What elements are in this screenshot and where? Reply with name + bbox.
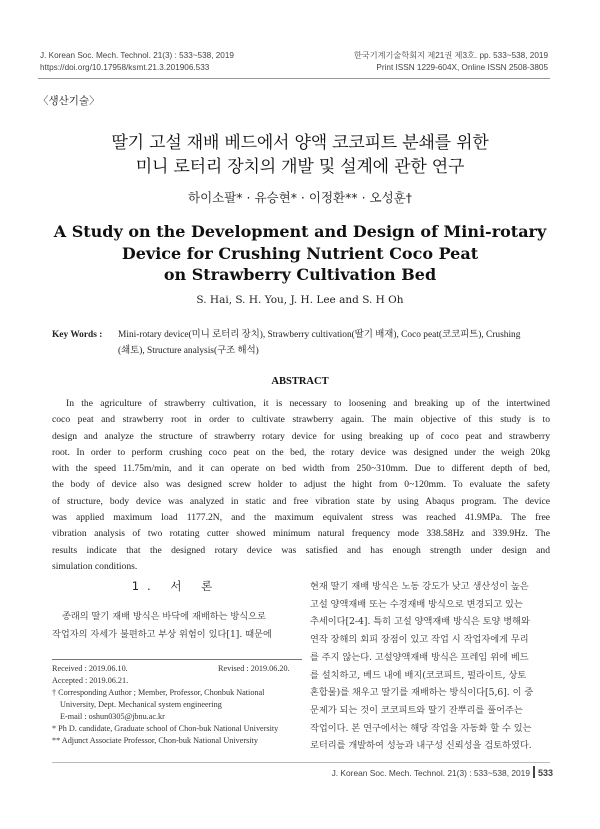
abstract-body	[52, 396, 550, 575]
page-number: 533	[538, 768, 554, 778]
abstract-line: design and analyze the structure of strawberry rotary device for using breaking up of coco peat and strawberry	[52, 430, 550, 442]
abstract-line: vibration analysis of two rotating cutter showed minimum natural frequency mode 338.58Hz and 339.9Hz. The	[52, 528, 550, 540]
footer-citation: J. Korean Soc. Mech. Technol. 21(3) : 533~538, 2019	[331, 768, 530, 778]
intro-line: 종래의 딸기 재배 방식은 바닥에 재배하는 방식으로	[62, 611, 266, 622]
footnote-author-double-star: ** Adjunct Associate Professor, Chon-buk National University	[52, 736, 258, 745]
intro-line: 고설 양액재배 또는 수경재배 방식으로 변경되고 있는	[310, 598, 523, 610]
intro-right-column	[310, 578, 560, 755]
keywords-label: Key Words :	[52, 330, 103, 340]
title-korean-line2: 미니 로터리 장치의 개발 및 설계에 관한 연구	[135, 157, 465, 177]
abstract-line: with the speed 11.75m/min, and it can operate on bed width from 250~310mm. Due to different depth of bed,	[52, 463, 550, 475]
abstract-line: the body of device also was designed screw holder to adjust the hight from 0~120mm. To evaluate the safety	[52, 479, 550, 491]
intro-line: 를 주지 않는다. 고설양액재배 방식은 프레임 위에 베드	[310, 651, 529, 663]
footnote-author-star: * Ph D. candidate, Graduate school of Chon-buk National University	[52, 724, 279, 733]
footnote-rule	[52, 659, 302, 660]
abstract-line: was applied maximum load 1177.2N, and the maximum equivalent stress was reached 41.9MPa. The free	[52, 512, 550, 524]
title-english-line3: on Strawberry Cultivation Bed	[163, 265, 437, 284]
doi-link[interactable]: https://doi.org/10.17958/ksmt.21.3.201906.533	[40, 63, 210, 72]
intro-line: 문제가 되는 것이 코코피트와 딸기 잔뿌리를 풀어주는	[310, 704, 523, 716]
intro-line: 혼합물)를 채우고 딸기를 재배하는 방식이다[5,6]. 이 중	[310, 687, 534, 699]
footer-separator	[533, 766, 535, 778]
header-rule	[38, 78, 550, 79]
authors-english: S. Hai, S. H. You, J. H. Lee and S. H Oh	[196, 294, 404, 306]
footnote-revised: Revised : 2019.06.20.	[218, 664, 290, 673]
intro-line: 현재 딸기 재배 방식은 노동 강도가 낮고 생산성이 높은	[310, 581, 529, 592]
footnote-accepted: Accepted : 2019.06.21.	[52, 676, 129, 685]
intro-left-column	[52, 608, 304, 643]
abstract-line: results indicate that the designed rotary device was satisfied and has enough strength under design and	[52, 544, 550, 556]
intro-line: 작업자의 자세가 불편하고 부상 위험이 있다[1]. 때문에	[52, 628, 272, 640]
keywords-line2: (쇄토), Structure analysis(구조 해석)	[118, 346, 259, 356]
title-english-line1: A Study on the Development and Design of Mini-rotary	[53, 222, 547, 241]
category-label: 〈생산기술〉	[38, 95, 100, 107]
issn-header: Print ISSN 1229-604X, Online ISSN 2508-3805	[376, 63, 548, 72]
footnote-email[interactable]: E-mail : oshun0305@jbnu.ac.kr	[60, 712, 165, 721]
keywords-line1: Mini-rotary device(미니 로터리 장치), Strawberry cultivation(딸기 배재), Coco peat(코코피트), Crushing	[118, 330, 521, 340]
abstract-heading: ABSTRACT	[271, 376, 329, 387]
footnote-corresponding-2: University, Dept. Mechanical system engineering	[60, 700, 222, 709]
intro-line: 를 설치하고, 베드 내에 배지(코코피트, 펄라이트, 상토	[310, 669, 527, 681]
intro-line: 추세이다[2-4]. 특히 고설 양액재배 방식은 토양 병해와	[310, 616, 530, 628]
authors-korean: 하이소팔* · 유승현* · 이정환** · 오성훈†	[188, 190, 412, 205]
abstract-line: coco peat and strawberry root in order to cultivate strawberry again. The main objective of this study is to	[52, 414, 550, 426]
intro-line: 연작 장해의 회피 장점이 있고 작업 시 작업자에게 무리	[310, 634, 529, 646]
journal-citation-header: J. Korean Soc. Mech. Technol. 21(3) : 533~538, 2019	[40, 51, 234, 60]
journal-korean-header: 한국기계기술학회지 제21권 제3호. pp. 533~538, 2019	[353, 51, 548, 60]
intro-line: 작업이다. 본 연구에서는 해당 작업을 자동화 할 수 있는	[310, 722, 532, 734]
footnote-corresponding-1: † Corresponding Author ; Member, Professor, Chonbuk National	[52, 688, 265, 697]
title-english-line2: Device for Crushing Nutrient Coco Peat	[121, 244, 479, 263]
section-heading-introduction: 1. 서 론	[131, 579, 221, 593]
intro-line: 로터리를 개발하여 성능과 내구성 신뢰성을 검토하였다.	[310, 740, 532, 752]
footnote-received: Received : 2019.06.10.	[52, 664, 128, 673]
title-korean-line1: 딸기 고설 재배 베드에서 양액 코코피트 분쇄를 위한	[111, 133, 489, 153]
footer-rule	[52, 762, 550, 763]
abstract-line: In the agriculture of strawberry cultivation, it is necessary to loosening and breaking up of the intertwined	[66, 398, 550, 409]
abstract-line: simulation conditions.	[52, 560, 138, 572]
abstract-line: of structure, body device was analyzed in static and free vibration state by using Abaqus program. The device	[52, 495, 550, 507]
abstract-line: root. In order to perform crushing coco peat on the bed, the rotary device was designed under the weigh 20kg	[52, 446, 550, 458]
